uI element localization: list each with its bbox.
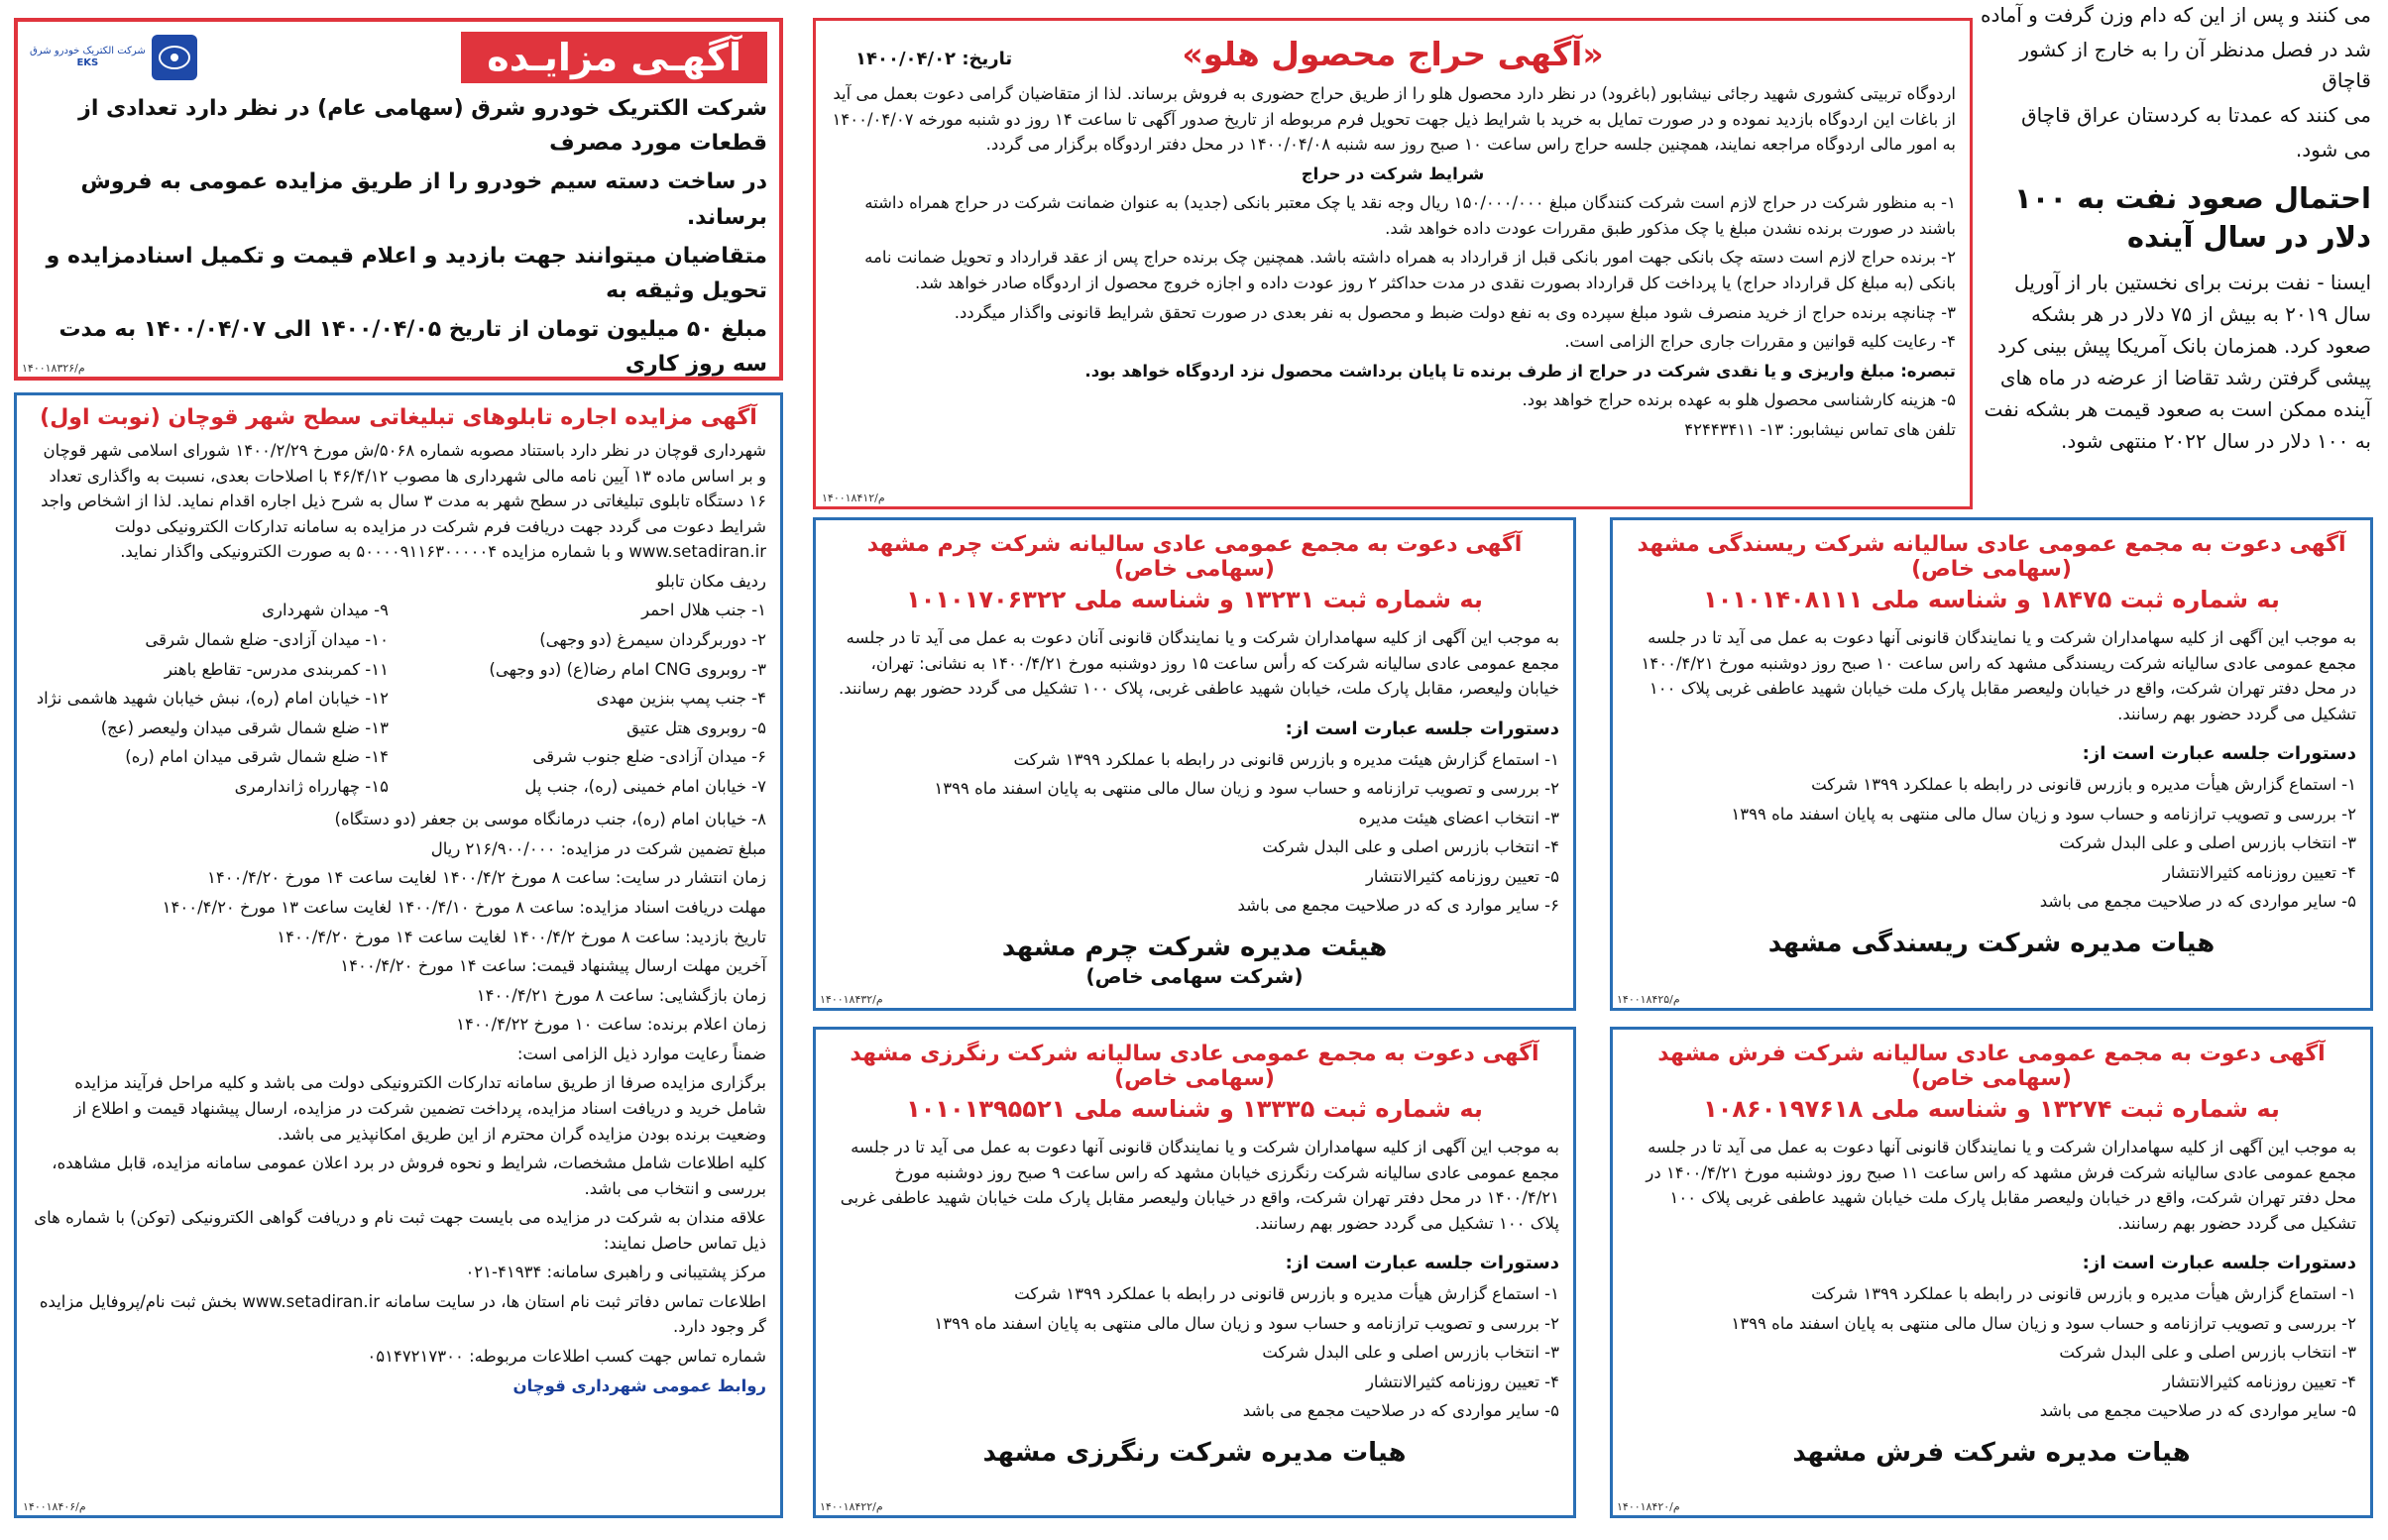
quchan-billboard-auction-ad xyxy=(14,392,783,1518)
registration-line: به شماره ثبت ۱۸۴۷۵ و شناسه ملی ۱۰۱۰۱۴۰۸۱۱۱ xyxy=(1703,586,2280,613)
agenda-item: ۴- انتخاب بازرس اصلی و علی البدل شرکت xyxy=(1262,837,1559,857)
ad-body: به موجب این آگهی از کلیه سهامداران شرکت و یا نمایندگان قانونی آنها دعوت به عمل می آید تا در جلسه مجمع عمومی عادی سالیانه شرکت ریسندگی مشهد که راس ساعت ۱۰ صبح روز دوشنبه مورخ ۱۴۰۰/۴/۲۱ در محل دفتر تهران شرکت، واقع در خیابان ولیعصر مقابل پارک ملت خیابان شهید عاطفی غربی پلاک ۱۰۰ تشکیل می گردد حضور بهم رسانند. xyxy=(1641,628,2356,723)
condition-item: ۴- رعایت کلیه قوانین و مقررات جاری حراج الزامی است. xyxy=(1564,332,1956,352)
agenda-item: ۲- بررسی و تصویب ترازنامه و حساب سود و زیان سال مالی منتهی به پایان اسفند ماه ۱۳۹۹ xyxy=(1731,804,2356,824)
list-heading: ردیف مکان تابلو xyxy=(656,571,766,591)
list-item: ۱۵- چهارراه ژاندارمری xyxy=(234,776,389,796)
ad-note: تبصره: مبلغ واریزی و یا نقدی شرکت در حراج از طرف برنده تا پایان برداشت محصول نزد اردوگاه خواهد بود. xyxy=(1084,361,1956,381)
ad-line: متقاضیان میتوانند جهت بازدید و اعلام قیمت و تکمیل اسنادمزایده و تحویل وثیقه به xyxy=(46,243,767,303)
agenda-title: دستورات جلسه عبارت است از: xyxy=(2082,743,2356,765)
ad-body: به موجب این آگهی از کلیه سهامداران شرکت و یا نمایندگان قانونی آنها دعوت به عمل می آید تا در جلسه مجمع عمومی عادی سالیانه شرکت رنگرزی خیابان مشهد که راس ساعت ۹ صبح روز دوشنبه مورخ ۱۴۰۰/۴/۲۱ در محل دفتر تهران شرکت، واقع در خیابان ولیعصر مقابل پارک ملت خیابان شهید عاطفی غربی پلاک ۱۰۰ تشکیل می گردد حضور بهم رسانند. xyxy=(840,1138,1559,1233)
ad-body: به موجب این آگهی از کلیه سهامداران شرکت و یا نمایندگان قانونی آنها دعوت به عمل می آید تا در جلسه مجمع عمومی عادی سالیانه شرکت فرش مشهد که راس ساعت ۱۱ صبح روز دوشنبه مورخ ۱۴۰۰/۴/۲۱ در محل دفتر تهران شرکت، واقع در خیابان ولیعصر مقابل پارک ملت خیابان شهید عاطفی غربی پلاک ۱۰۰ تشکیل می گردد حضور بهم رسانند. xyxy=(1646,1138,2356,1233)
ad-title: آگهی دعوت به مجمع عمومی عادی سالیانه شرکت رنگرزی مشهد (سهامی خاص) xyxy=(850,1042,1539,1091)
ad-line: در ساخت دسته سیم خودرو را از طریق مزایده عمومی به فروش برساند. xyxy=(80,169,767,230)
agenda-item: ۴- تعیین روزنامه کثیرالانتشار xyxy=(2162,862,2356,882)
board-signature-sub: (شرکت سهامی خاص) xyxy=(1085,963,1304,988)
ad-code: ۱۴۰۰۱۸۳۲۶/م xyxy=(22,362,85,375)
detail-line: ضمناً رعایت موارد ذیل الزامی است: xyxy=(516,1044,766,1063)
agenda-item: ۴- تعیین روزنامه کثیرالانتشار xyxy=(1365,1372,1559,1391)
detail-line: کلیه اطلاعات شامل مشخصات، شرایط و نحوه فروش در برد اعلان عمومی سامانه مزایده، قابل مشاهده، بررسی و انتخاب می باشد. xyxy=(52,1154,766,1198)
ad-line: شرکت الکتریک خودرو شرق (سهامی عام) در نظر دارد تعدادی از قطعات مورد مصرف xyxy=(78,96,767,157)
detail-line: تاریخ بازدید: ساعت ۸ مورخ ۱۴۰۰/۴/۲ لغایت ساعت ۱۴ مورخ ۱۴۰۰/۴/۲۰ xyxy=(277,927,766,946)
agenda-item: ۳- انتخاب اعضای هیئت مدیره xyxy=(1358,808,1559,827)
news-headline: احتمال صعود نفت به ۱۰۰ دلار در سال آینده xyxy=(2013,181,2371,255)
agenda-item: ۱- استماع گزارش هیأت مدیره و بازرس قانونی در رابطه با عملکرد ۱۳۹۹ شرکت xyxy=(1811,1284,2356,1304)
agenda-item: ۱- استماع گزارش هیأت مدیره و بازرس قانونی در رابطه با عملکرد ۱۳۹۹ شرکت xyxy=(1014,1284,1559,1304)
list-item: ۱۴- ضلع شمال شرقی میدان امام (ره) xyxy=(125,747,389,767)
agenda-item: ۲- بررسی و تصویب ترازنامه و حساب سود و زیان سال مالی منتهی به پایان اسفند ماه ۱۳۹۹ xyxy=(934,779,1559,799)
ad-intro: شهرداری قوچان در نظر دارد باستناد مصوبه شماره ۵۰۶۸/ش مورخ ۱۴۰۰/۲/۲۹ شورای اسلامی شهر قوچان و بر اساس ماده ۱۳ آیین نامه مالی شهرداری ها مصوب ۴۶/۴/۱۲ با اصلاحات بعدی، نسبت به واگذاری تعداد ۱۶ دستگاه تابلوی تبلیغاتی در سطح شهر به مدت ۳ سال به شرح ذیل اجاره اقدام نماید. لذا از اشخاص واجد شرایط دعوت می گردد جهت دریافت فرم شرکت در مزایده به سامانه تدارکات الکترونیکی دولت www.setadiran.ir و با شماره مزایده ۵۰۰۰۰۹۱۱۶۳۰۰۰۰۰۴ به صورت الکترونیکی واگذار نماید. xyxy=(41,441,766,562)
ad-title: «آگهی حراج محصول هلو» xyxy=(1182,35,1604,73)
khodro-auction-ad xyxy=(14,18,783,381)
billboard-location-list xyxy=(31,598,766,803)
registration-line: به شماره ثبت ۱۳۳۳۵ و شناسه ملی ۱۰۱۰۱۳۹۵۵۲۱ xyxy=(906,1095,1483,1123)
jorm-mashhad-meeting-ad xyxy=(813,517,1576,1011)
condition-item: ۲- برنده حراج لازم است دسته چک بانکی جهت امور بانکی قبل از قرارداد به همراه داشته باشد. همچنین چک برنده حراج پس از عقد قرارداد و تحویل ضمانت نامه بانکی (به مبلغ کل قرارداد حراج) یا پرداخت کل قرارداد بصورت نقدی در مدت حداکثر ۲ روز عودت داده و اجازه خروج محصول از اردوگاه صادر خواهد شد. xyxy=(864,248,1956,292)
agenda-item: ۱- استماع گزارش هیأت مدیره و بازرس قانونی در رابطه با عملکرد ۱۳۹۹ شرکت xyxy=(1811,775,2356,795)
agenda-item: ۵- سایر مواردی که در صلاحیت مجمع می باشد xyxy=(2039,1401,2356,1421)
rangrazi-mashhad-meeting-ad xyxy=(813,1027,1576,1518)
condition-item: ۳- چنانچه برنده حراج از خرید منصرف شود مبلغ سپرده وی به نفع دولت ضبط و محصول به نفر بعدی در صورت تحقق شرایط قانونی واگذار میگردد. xyxy=(954,302,1956,322)
list-item: ۸- خیابان امام (ره)، جنب درمانگاه موسی بن جعفر (دو دستگاه) xyxy=(334,810,766,829)
ad-signature: روابط عمومی شهرداری قوچان xyxy=(512,1375,766,1395)
condition-item: ۱- به منظور شرکت در حراج لازم است شرکت کنندگان مبلغ ۱۵۰/۰۰۰/۰۰۰ ریال وجه نقد یا چک معتبر بانکی (جدید) به عنوان ضمانت شرکت در حراج همراه داشته باشند در صورت برنده نشدن مبلغ یا چک مذکور طبق مقررات عودت داده خواهد شد. xyxy=(864,193,1956,238)
agenda-title: دستورات جلسه عبارت است از: xyxy=(1285,717,1559,739)
list-item: ۱۲- خیابان امام (ره)، نبش خیابان شهید هاشمی نژاد xyxy=(36,689,389,709)
detail-line: اطلاعات تماس دفاتر ثبت نام استان ها، در سایت سامانه www.setadiran.ir بخش ثبت نام/پروفایل مزایده گر وجود دارد. xyxy=(39,1291,766,1337)
agenda-item: ۵- تعیین روزنامه کثیرالانتشار xyxy=(1365,866,1559,886)
list-item: ۲- دوربرگردان سیمرغ (دو وجهی) xyxy=(539,629,766,649)
board-signature: هیات مدیره شرکت رنگرزی مشهد xyxy=(982,1437,1407,1468)
list-item: ۷- خیابان امام خمینی (ره)، جنب پل xyxy=(524,776,766,796)
ad-title: آگهی دعوت به مجمع عمومی عادی سالیانه شرکت ریسندگی مشهد (سهامی خاص) xyxy=(1637,532,2346,582)
news-column xyxy=(1973,0,2379,466)
ad-code: ۱۴۰۰۱۸۴۲۰/م xyxy=(1617,1500,1680,1513)
detail-line: علاقه مندان به شرکت در مزایده می بایست جهت ثبت نام و دریافت گواهی الکترونیکی (توکن) با شماره های ذیل تماس حاصل نمایند: xyxy=(34,1208,766,1253)
agenda-title: دستورات جلسه عبارت است از: xyxy=(1285,1253,1559,1274)
detail-line: شماره تماس جهت کسب اطلاعات مربوطه: ۰۵۱۴۷۲۱۷۳۰۰ xyxy=(367,1347,766,1366)
ad-title: آگهی مزایده اجاره تابلوهای تبلیغاتی سطح شهر قوچان (نوبت اول) xyxy=(40,405,757,430)
board-signature: هیات مدیره شرکت ریسندگی مشهد xyxy=(1767,928,2216,958)
ad-body: به موجب این آگهی از کلیه سهامداران شرکت و یا نمایندگان قانونی آنان دعوت به عمل می آید تا در جلسه مجمع عمومی عادی سالیانه شرکت که رأس ساعت ۱۵ روز دوشنبه مورخ ۱۴۰۰/۴/۲۱ به نشانی: تهران، خیابان ولیعصر، مقابل پارک ملت، خیابان شهید عاطفی غربی، پلاک ۱۰۰ تشکیل می گردد حضور بهم رسانند. xyxy=(839,628,1559,699)
news-top-line: می شود. xyxy=(2295,138,2371,162)
ad-intro: اردوگاه تربیتی کشوری شهید رجائی نیشابور (باغرود) در نظر دارد محصول هلو را از طریق حراج حضوری به فروش برساند. لذا از متقاضیان گرامی دعوت بعمل می آید از باغات این اردوگاه بازدید نموده و در صورت تمایل به خرید با شرایط ذیل جهت تحویل فرم مربوطه از تاریخ صدور آگهی تا ساعت ۱۴ روز دو شنبه مورخه ۱۴۰۰/۰۴/۰۷ به امور مالی اردوگاه مراجعه نمایند، همچنین جلسه حراج راس ساعت ۱۰ صبح روز سه شنبه ۱۴۰۰/۰۴/۰۸ در محل دفتر اردوگاه برگزار می گردد. xyxy=(832,84,1956,155)
agenda-item: ۳- انتخاب بازرس اصلی و علی البدل شرکت xyxy=(2059,1343,2356,1363)
ad-code: ۱۴۰۰۱۸۴۲۲/م xyxy=(820,1500,883,1513)
risandegi-mashhad-meeting-ad xyxy=(1610,517,2373,1011)
logo-icon xyxy=(152,35,197,80)
agenda-item: ۳- انتخاب بازرس اصلی و علی البدل شرکت xyxy=(1262,1343,1559,1363)
agenda-item: ۵- سایر مواردی که در صلاحیت مجمع می باشد xyxy=(2039,892,2356,912)
condition-item: ۵- هزینه کارشناسی محصول هلو به عهده برنده حراج خواهد بود. xyxy=(1522,390,1956,410)
board-signature: هیئت مدیره شرکت چرم مشهد xyxy=(1001,932,1388,962)
detail-line: مرکز پشتیبانی و راهبری سامانه: ۴۱۹۳۴-۰۲۱ xyxy=(465,1263,766,1282)
agenda-item: ۱- استماع گزارش هیئت مدیره و بازرس قانونی در رابطه با عملکرد ۱۳۹۹ شرکت xyxy=(1013,749,1559,769)
ad-code: ۱۴۰۰۱۸۴۲۵/م xyxy=(1617,993,1680,1006)
detail-line: مهلت دریافت اسناد مزایده: ساعت ۸ مورخ ۱۴۰۰/۴/۱۰ لغایت ساعت ۱۳ مورخ ۱۴۰۰/۴/۲۰ xyxy=(162,898,766,917)
detail-line: برگزاری مزایده صرفا از طریق سامانه تدارکات الکترونیکی دولت می باشد و کلیه مراحل فرآیند مزایده شامل خرید و دریافت اسناد مزایده، پرداخت تضمین شرکت در مزایده، ارسال پیشنهاد قیمت و اطلاع از وضعیت برنده بودن مزایده گران محترم از این طریق امکانپذیر می باشد. xyxy=(73,1073,766,1144)
location-column-left xyxy=(31,598,389,803)
detail-line: زمان انتشار در سایت: ساعت ۸ مورخ ۱۴۰۰/۴/۲ لغایت ساعت ۱۴ مورخ ۱۴۰۰/۴/۲۰ xyxy=(207,868,766,888)
company-logo xyxy=(30,35,197,80)
news-top-line: شد در فصل مدنظر آن را به خارج از کشور قاچاق xyxy=(2019,38,2371,92)
list-item: ۱۳- ضلع شمال شرقی میدان ولیعصر (عج) xyxy=(100,717,389,737)
news-top-line: می کنند که عمدتا به کردستان عراق قاچاق xyxy=(2021,103,2371,127)
ad-banner: آگهـی مزایـده xyxy=(461,32,767,83)
agenda-item: ۳- انتخاب بازرس اصلی و علی البدل شرکت xyxy=(2059,833,2356,853)
list-item: ۹- میدان شهرداری xyxy=(262,601,389,620)
ad-code: ۱۴۰۰۱۸۴۰۶/م xyxy=(23,1500,86,1513)
ad-line: مبلغ ۵۰ میلیون تومان از تاریخ ۱۴۰۰/۰۴/۰۵ الی ۱۴۰۰/۰۴/۰۷ به مدت سه روز کاری xyxy=(58,317,767,378)
news-top-line: می کنند و پس از این که دام وزن گرفت و آماده xyxy=(1981,3,2371,27)
agenda-item: ۲- بررسی و تصویب ترازنامه و حساب سود و زیان سال مالی منتهی به پایان اسفند ماه ۱۳۹۹ xyxy=(1731,1313,2356,1333)
peach-auction-ad xyxy=(813,18,1973,509)
location-column-right xyxy=(408,598,766,803)
news-body: ایسنا - نفت برنت برای نخستین بار از آوریل سال ۲۰۱۹ به بیش از ۷۵ دلار در هر بشکه صعود کرد. همزمان بانک آمریکا پیش بینی کرد پیشی گرفتن رشد تقاضا از عرضه در ماه های آینده ممکن است به صعود قیمت هر بشکه نفت به ۱۰۰ دلار در سال ۲۰۲۲ منتهی شود. xyxy=(1984,271,2371,454)
registration-line: به شماره ثبت ۱۳۲۳۱ و شناسه ملی ۱۰۱۰۱۷۰۶۳۲۲ xyxy=(906,586,1483,613)
logo-caption: شرکت الکتریک خودرو شرق EKS xyxy=(30,46,146,68)
list-item: ۴- جنب پمپ بنزین مهدی xyxy=(596,689,766,709)
farsh-mashhad-meeting-ad xyxy=(1610,1027,2373,1518)
detail-line: آخرین مهلت ارسال پیشنهاد قیمت: ساعت ۱۴ مورخ ۱۴۰۰/۴/۲۰ xyxy=(340,956,766,976)
board-signature: هیات مدیره شرکت فرش مشهد xyxy=(1792,1437,2191,1468)
list-item: ۳- روبروی CNG امام رضا(ع) (دو وجهی) xyxy=(489,659,766,679)
list-item: ۱۰- میدان آزادی- ضلع شمال شرقی xyxy=(145,629,389,649)
ad-code: ۱۴۰۰۱۸۴۱۲/م xyxy=(822,492,885,504)
list-item: ۱۱- کمربندی مدرس- تقاطع باهنر xyxy=(164,659,389,679)
detail-line: زمان بازگشایی: ساعت ۸ مورخ ۱۴۰۰/۴/۲۱ xyxy=(476,985,766,1005)
list-item: ۱- جنب هلال احمر xyxy=(641,601,766,620)
agenda-title: دستورات جلسه عبارت است از: xyxy=(2082,1253,2356,1274)
ad-title: آگهی دعوت به مجمع عمومی عادی سالیانه شرکت فرش مشهد (سهامی خاص) xyxy=(1657,1042,2326,1091)
list-item: ۶- میدان آزادی- ضلع جنوب شرقی xyxy=(532,747,766,767)
list-item: ۵- روبروی هتل عتیق xyxy=(626,717,766,737)
registration-line: به شماره ثبت ۱۳۲۷۴ و شناسه ملی ۱۰۸۶۰۱۹۷۶۱۸ xyxy=(1703,1095,2280,1123)
ad-banner-row xyxy=(30,32,767,83)
agenda-item: ۲- بررسی و تصویب ترازنامه و حساب سود و زیان سال مالی منتهی به پایان اسفند ماه ۱۳۹۹ xyxy=(934,1313,1559,1333)
ad-code: ۱۴۰۰۱۸۴۳۲/م xyxy=(820,993,883,1006)
agenda-item: ۶- سایر موارد ی که در صلاحیت مجمع می باشد xyxy=(1237,896,1559,916)
agenda-item: ۴- تعیین روزنامه کثیرالانتشار xyxy=(2162,1372,2356,1391)
agenda-item: ۵- سایر مواردی که در صلاحیت مجمع می باشد xyxy=(1242,1401,1559,1421)
ad-title: آگهی دعوت به مجمع عمومی عادی سالیانه شرکت چرم مشهد (سهامی خاص) xyxy=(866,532,1523,582)
ad-date: تاریخ: ۱۴۰۰/۰۴/۰۲ xyxy=(855,49,1013,69)
detail-line: مبلغ تضمین شرکت در مزایده: ۲۱۶/۹۰۰/۰۰۰ ریال xyxy=(430,838,766,858)
conditions-title: شرایط شرکت در حراج xyxy=(1301,164,1485,183)
detail-line: زمان اعلام برنده: ساعت ۱۰ مورخ ۱۴۰۰/۴/۲۲ xyxy=(456,1015,766,1035)
ad-phone: تلفن های تماس نیشابور: ۱۳- ۴۲۴۴۳۴۱۱ xyxy=(1684,419,1956,439)
